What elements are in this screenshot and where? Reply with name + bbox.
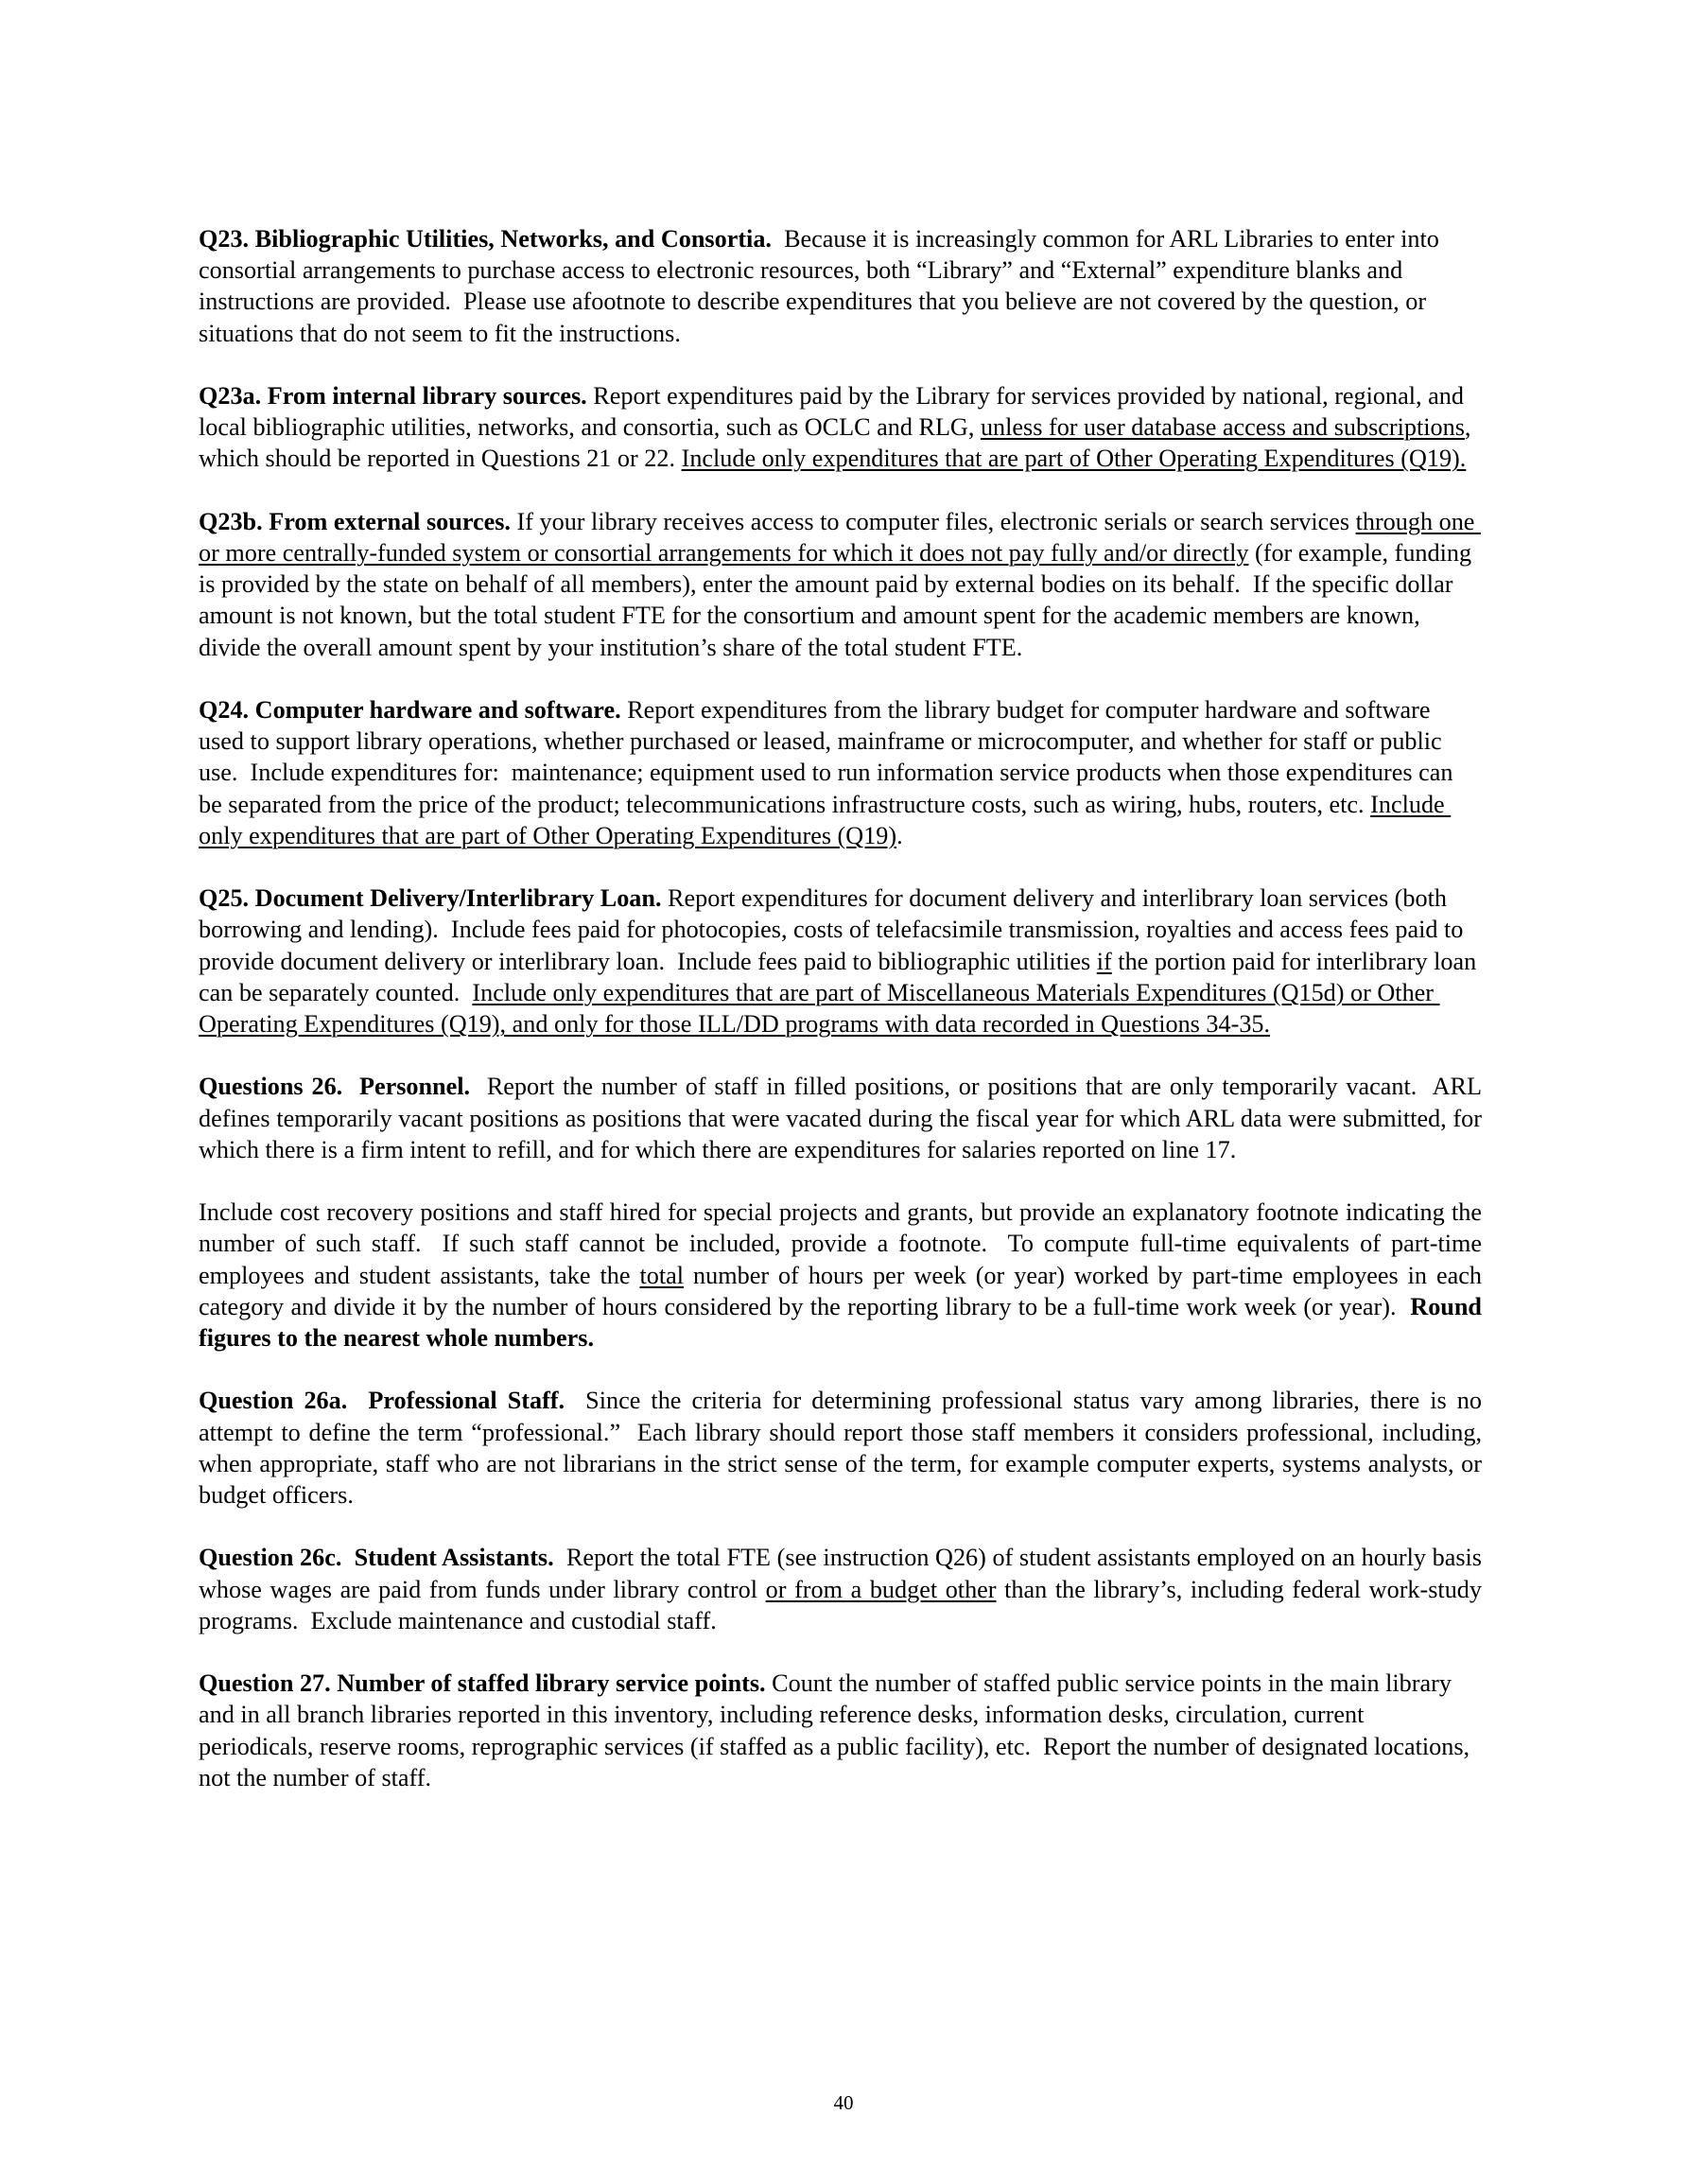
emphasized-text: total bbox=[639, 1261, 685, 1289]
body-text: Report expenditures from the library budget for computer hardware and software used to support library operations, whether purchased or leased, mainframe or microcomputer, and whether for staff or public use. Include expenditures for: maintenance; equipment used to run information service products when those expenditures can be separated from the price of the product; telecommunications infrastructure costs, such as wiring, hubs, routers, etc. bbox=[199, 696, 1459, 818]
paragraph-q26-fte bbox=[199, 1197, 1488, 1354]
heading-text: Round figures to the nearest whole numbers. bbox=[199, 1292, 1488, 1353]
heading-text: Question 26c. Student Assistants. bbox=[199, 1544, 554, 1572]
page-number: 40 bbox=[833, 2091, 854, 2114]
paragraph-q23b bbox=[199, 506, 1482, 663]
heading-text: Q24. Computer hardware and software. bbox=[199, 696, 621, 724]
emphasized-text: Include only expenditures that are part of Miscellaneous Materials Expenditures (Q15d) or Other Operating Expenditures (Q19), and only for those ILL/DD programs with data recorded in Questions 34-35. bbox=[199, 978, 1440, 1039]
heading-text: Q25. Document Delivery/Interlibrary Loan. bbox=[199, 884, 662, 913]
emphasized-text: Include only expenditures that are part of Other Operating Expenditures (Q19) bbox=[199, 790, 1452, 849]
emphasized-text: unless for user database access and subscriptions bbox=[980, 413, 1465, 442]
body-text: . bbox=[896, 821, 903, 849]
heading-text: Question 27. Number of staffed library service points. bbox=[199, 1669, 766, 1698]
paragraph-q26 bbox=[199, 1071, 1488, 1165]
body-text: Include cost recovery positions and staff hired for special projects and grants, but provide an explanatory footnote indicating the number of such staff. If such staff cannot be included, provide a footnote. To compute full-time equivalents of part-time employees and student assistants, take the bbox=[199, 1198, 1488, 1289]
heading-text: Q23a. From internal library sources. bbox=[199, 382, 587, 410]
body-text: If your library receives access to computer files, electronic serials or search services bbox=[510, 507, 1356, 535]
paragraph-q23 bbox=[199, 223, 1482, 349]
body-text: , which should be reported in Questions 21 or 22. bbox=[199, 413, 1478, 473]
paragraph-q26a bbox=[199, 1385, 1488, 1511]
body-text: the portion paid for interlibrary loan can be separately counted. bbox=[199, 947, 1483, 1006]
heading-text: Q23. Bibliographic Utilities, Networks, and Consortia. bbox=[199, 225, 772, 253]
body-text: (for example, funding is provided by the state on behalf of all members), enter the amount paid by external bodies on its behalf. If the specific dollar amount is not known, but the total student FTE for the consortium and amount spent for the academic members are known, divide the overall amount spent by your institution’s share of the total student FTE. bbox=[199, 539, 1478, 661]
emphasized-text: through one or more centrally-funded system or consortial arrangements for which it does not pay fully and/or directly bbox=[199, 507, 1481, 567]
paragraph-q23a bbox=[199, 380, 1482, 475]
paragraph-q24 bbox=[199, 694, 1482, 851]
body-text: Report expenditures for document delivery and interlibrary loan services (both borrowing and lending). Include fees paid for photocopies, costs of telefacsimile transmission, royalties and access fees paid to provide document delivery or interlibrary loan. Include fees paid to bibliographic utilities bbox=[199, 884, 1470, 975]
body-text: number of hours per week (or year) worked by part-time employees in each category and divide it by the number of hours considered by the reporting library to be a full-time work week (or year). bbox=[199, 1261, 1488, 1320]
paragraph-q26c bbox=[199, 1542, 1488, 1636]
emphasized-text: if bbox=[1096, 947, 1112, 975]
body-text: Report expenditures paid by the Library for services provided by national, regional, and local bibliographic utilities, networks, and consortia, such as OCLC and RLG, bbox=[199, 382, 1470, 442]
emphasized-text: or from a budget other bbox=[765, 1575, 997, 1603]
body-text: Because it is increasingly common for ARL Libraries to enter into consortial arrangements to purchase access to electronic resources, both “Library” and “External” expenditure blanks and instructions are provided. Please use afootnote to describe expenditures that you believe are not covered by the question, or situations that do not seem to fit the instructions. bbox=[199, 225, 1446, 347]
body-text: Count the number of staffed public service points in the main library and in all branch libraries reported in this inventory, including reference desks, information desks, circulation, current periodicals, reserve rooms, reprographic services (if staffed as a public facility), etc. Report the number of designated locations, not the number of staff. bbox=[199, 1669, 1476, 1791]
body-text: Since the criteria for determining professional status vary among libraries, there is no attempt to define the term “professional.” Each library should report those staff members it considers professional, including, when appropriate, staff who are not librarians in the strict sense of the term, for example computer experts, systems analysts, or budget officers. bbox=[199, 1387, 1488, 1510]
heading-text: Q23b. From external sources. bbox=[199, 507, 511, 535]
body-text: Report the number of staff in filled positions, or positions that are only temporarily vacant. ARL defines temporarily vacant positions as positions that were vacated during the fiscal year for which ARL data were submitted, for which there is a firm intent to refill, and for which there are expenditures for salaries reported on line 17. bbox=[199, 1073, 1488, 1163]
body-text: than the library’s, including federal work-study programs. Exclude maintenance and custodial staff. bbox=[199, 1575, 1488, 1634]
document-body bbox=[199, 223, 1488, 1825]
heading-text: Question 26a. Professional Staff. bbox=[199, 1387, 565, 1415]
emphasized-text: Include only expenditures that are part of Other Operating Expenditures (Q19). bbox=[681, 445, 1467, 473]
paragraph-q25 bbox=[199, 882, 1482, 1040]
heading-text: Questions 26. Personnel. bbox=[199, 1073, 471, 1101]
paragraph-q27 bbox=[199, 1668, 1482, 1793]
body-text: Report the total FTE (see instruction Q26) of student assistants employed on an hourly basis whose wages are paid from funds under library control bbox=[199, 1544, 1488, 1603]
